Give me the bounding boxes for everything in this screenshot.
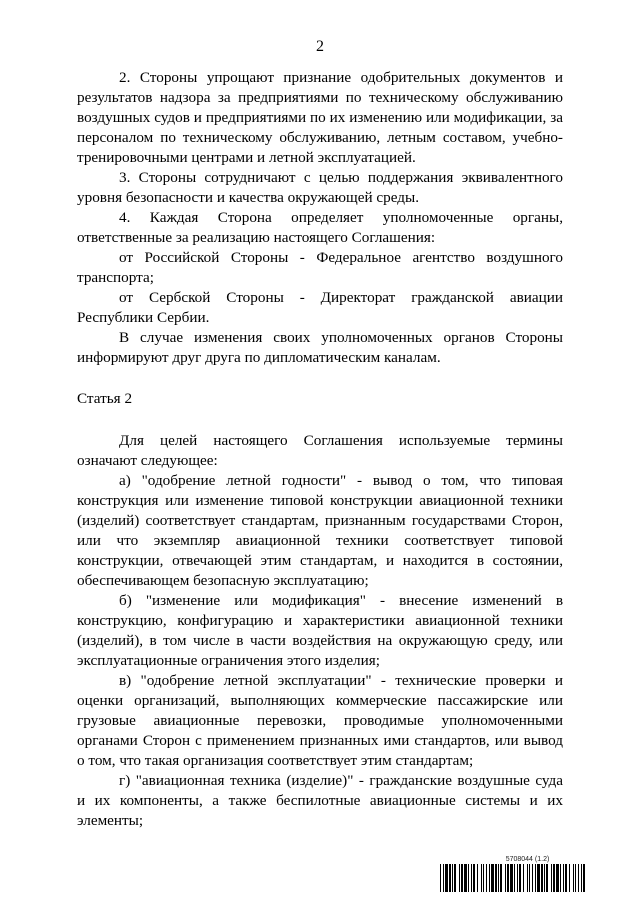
document-body [77, 68, 563, 831]
article-heading: Статья 2 [77, 390, 133, 407]
paragraph-item-2: 2. Стороны упрощают признание одобрительных документов и результатов надзора за предприятиями по техническому обслуживанию воздушных судов и предприятиями по их изменению или модификации, за персоналом по техническому обслуживанию, летным составом, учебно-тренировочными центрами и летной эксплуатацией. [77, 69, 563, 166]
definition-b: б) "изменение или модификация" - внесение изменений в конструкцию, конфигурацию и характеристики авиационной техники (изделий), в том числе в части воздействия на окружающую среду, или эксплуатационные ограничения этого изделия; [77, 592, 563, 669]
document-barcode [440, 855, 585, 892]
definition-c: в) "одобрение летной эксплуатации" - технические проверки и оценки организаций, выполняющих коммерческие пассажирские или грузовые авиационные перевозки, проводимые уполномоченными органами Сторон с применением признанных ими стандартов, или вывод о том, что такая организация соответствует этим стандартам; [77, 672, 563, 769]
page-number: 2 [316, 38, 324, 55]
definition-a: а) "одобрение летной годности" - вывод о том, что типовая конструкция или изменение типовой конструкции авиационной техники (изделий) соответствует стандартам, признанным государствами Сторон, или что экземпляр авиационной техники соответствует типовой конструкции, отвечающей этим стандартам, и находится в состоянии, обеспечивающем безопасную эксплуатацию; [77, 472, 563, 589]
barcode-icon [440, 864, 585, 892]
authority-russia: от Российской Стороны - Федеральное агентство воздушного транспорта; [77, 249, 563, 286]
paragraph-item-3: 3. Стороны сотрудничают с целью поддержания эквивалентного уровня безопасности и качества окружающей среды. [77, 169, 563, 206]
authority-change-clause: В случае изменения своих уполномоченных органов Стороны информируют друг друга по дипломатическим каналам. [77, 329, 563, 366]
definitions-intro: Для целей настоящего Соглашения используемые термины означают следующее: [77, 432, 563, 469]
definition-d: г) "авиационная техника (изделие)" - гражданские воздушные суда и их компоненты, а также беспилотные авиационные системы и их элементы; [77, 772, 563, 829]
barcode-label: 5708044 (1.2) [505, 856, 550, 863]
paragraph-item-4: 4. Каждая Сторона определяет уполномоченные органы, ответственные за реализацию настоящего Соглашения: [77, 209, 563, 246]
authority-serbia: от Сербской Стороны - Директорат гражданской авиации Республики Сербии. [77, 289, 563, 326]
